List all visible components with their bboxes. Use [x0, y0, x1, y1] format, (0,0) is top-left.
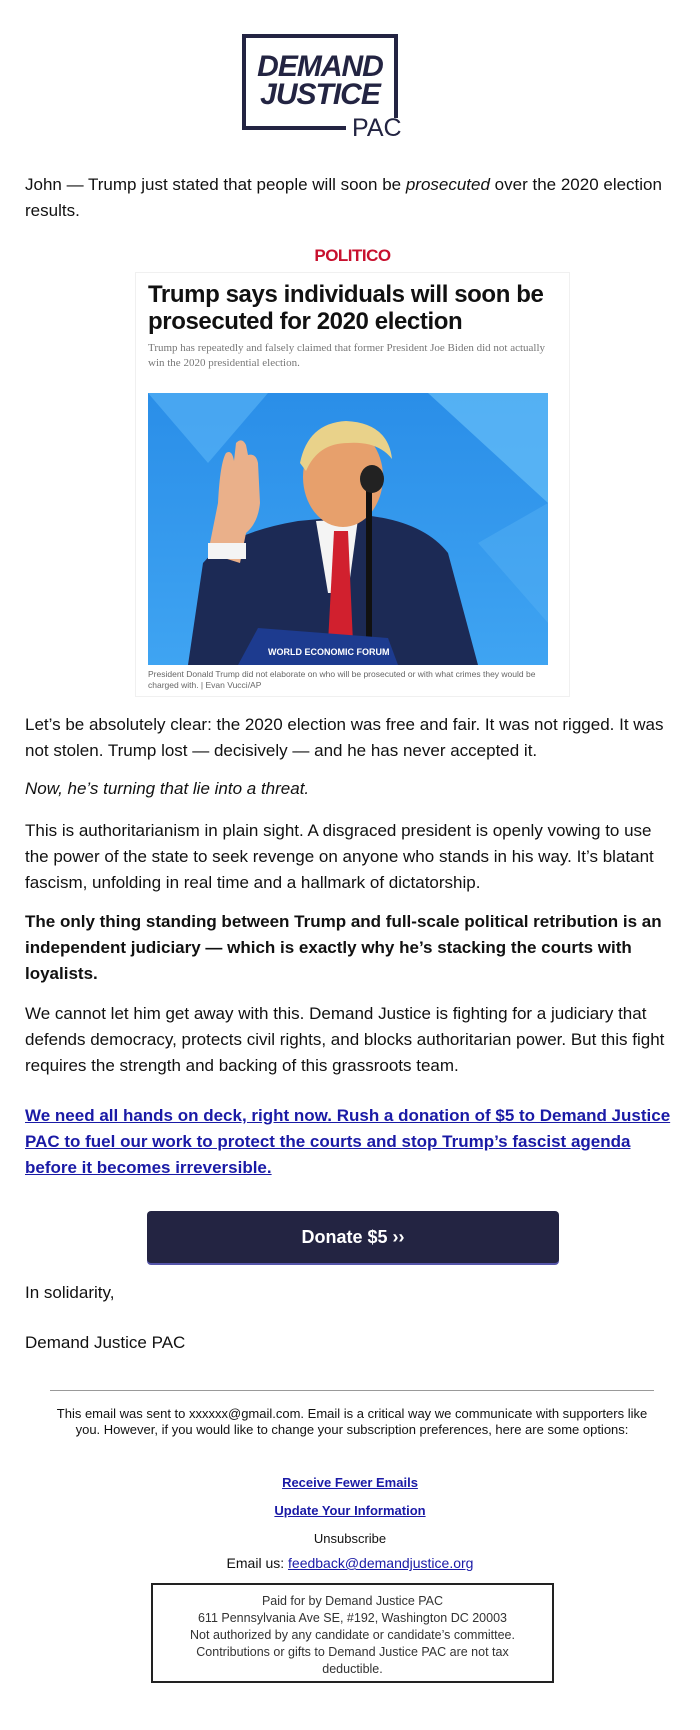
logo-justice-text: JUSTICE — [260, 78, 380, 111]
article-headline: Trump says individuals will soon be prosecuted for 2020 election — [148, 281, 544, 335]
email-us-line — [0, 1554, 700, 1572]
paid-for-line-1: Paid for by Demand Justice PAC — [261, 1594, 444, 1608]
logo-demand-text: DEMAND — [257, 50, 383, 83]
signoff-line-2: Demand Justice PAC — [25, 1333, 186, 1352]
intro-paragraph — [25, 172, 675, 224]
body-paragraph-3: This is authoritarianism in plain sight. A disgraced president is openly vowing to use the power of the state to seek revenge on anyone who stands in his way. It’s blatant fascism, unfolding in real time and a hallmark of dictatorship. — [25, 821, 654, 892]
article-photo — [148, 393, 548, 665]
footer-divider — [50, 1390, 654, 1391]
politico-logo: POLITICO — [314, 246, 391, 265]
feedback-email-link[interactable]: feedback@demandjustice.org — [288, 1555, 474, 1571]
article-dek: Trump has repeatedly and falsely claimed that former President Joe Biden did not actually win the 2020 presidential election. — [148, 342, 546, 369]
body-paragraph-5: We cannot let him get away with this. Demand Justice is fighting for a judiciary that defends democracy, protects civil rights, and blocks authoritarian power. But this fight requires the strength and backing of this grassroots team. — [25, 1004, 665, 1075]
article-card — [136, 273, 569, 696]
body-paragraph-2: Now, he’s turning that lie into a threat. — [25, 779, 310, 798]
receive-fewer-emails-link[interactable]: Receive Fewer Emails — [282, 1475, 418, 1490]
article-screenshot[interactable] — [136, 246, 569, 696]
paid-for-line-5: deductible. — [322, 1662, 383, 1676]
footer-notice: This email was sent to xxxxxx@gmail.com. Email is a critical way we communicate with supporters like you. However, if you would like to change your subscription preferences, here are some options: — [56, 1406, 648, 1437]
body-paragraph-1: Let’s be absolutely clear: the 2020 election was free and fair. It was not rigged. It was not stolen. Trump lost — decisively — and he has never accepted it. — [25, 715, 664, 760]
paid-for-line-3: Not authorized by any candidate or candidate’s committee. — [190, 1628, 515, 1642]
email-us-label: Email us: — [226, 1555, 289, 1571]
logo-pac-text: PAC — [352, 114, 402, 142]
signoff-line-1: In solidarity, — [25, 1283, 115, 1302]
intro-text-before: John — Trump just stated that people will soon be — [25, 175, 406, 194]
donate-button[interactable]: Donate $5 ›› — [147, 1211, 559, 1263]
update-information-link[interactable]: Update Your Information — [274, 1503, 426, 1518]
paid-for-line-4: Contributions or gifts to Demand Justice PAC are not tax — [196, 1645, 509, 1659]
podium-text: WORLD ECONOMIC FORUM — [268, 647, 390, 657]
body-paragraph-4-bold: The only thing standing between Trump and full-scale political retribution is an independent judiciary — which is exactly why he’s stacking the courts with loyalists. — [25, 912, 662, 983]
intro-text-after: over the 2020 election results. — [25, 175, 662, 220]
donate-link[interactable]: We need all hands on deck, right now. Rush a donation of $5 to Demand Justice PAC to fuel our work to protect the courts and stop Trump’s fascist agenda before it becomes irreversible. — [25, 1106, 671, 1177]
unsubscribe-link[interactable]: Unsubscribe — [313, 1531, 387, 1546]
paid-for-line-2: 611 Pennsylvania Ave SE, #192, Washington DC 20003 — [197, 1611, 507, 1625]
demand-justice-pac-logo[interactable] — [242, 34, 402, 142]
paid-for-disclaimer — [151, 1583, 554, 1683]
article-caption: President Donald Trump did not elaborate on who will be prosecuted or with what crimes they would be charged with. | Evan Vucci/AP — [148, 669, 536, 690]
intro-emphasis: prosecuted — [405, 175, 490, 194]
